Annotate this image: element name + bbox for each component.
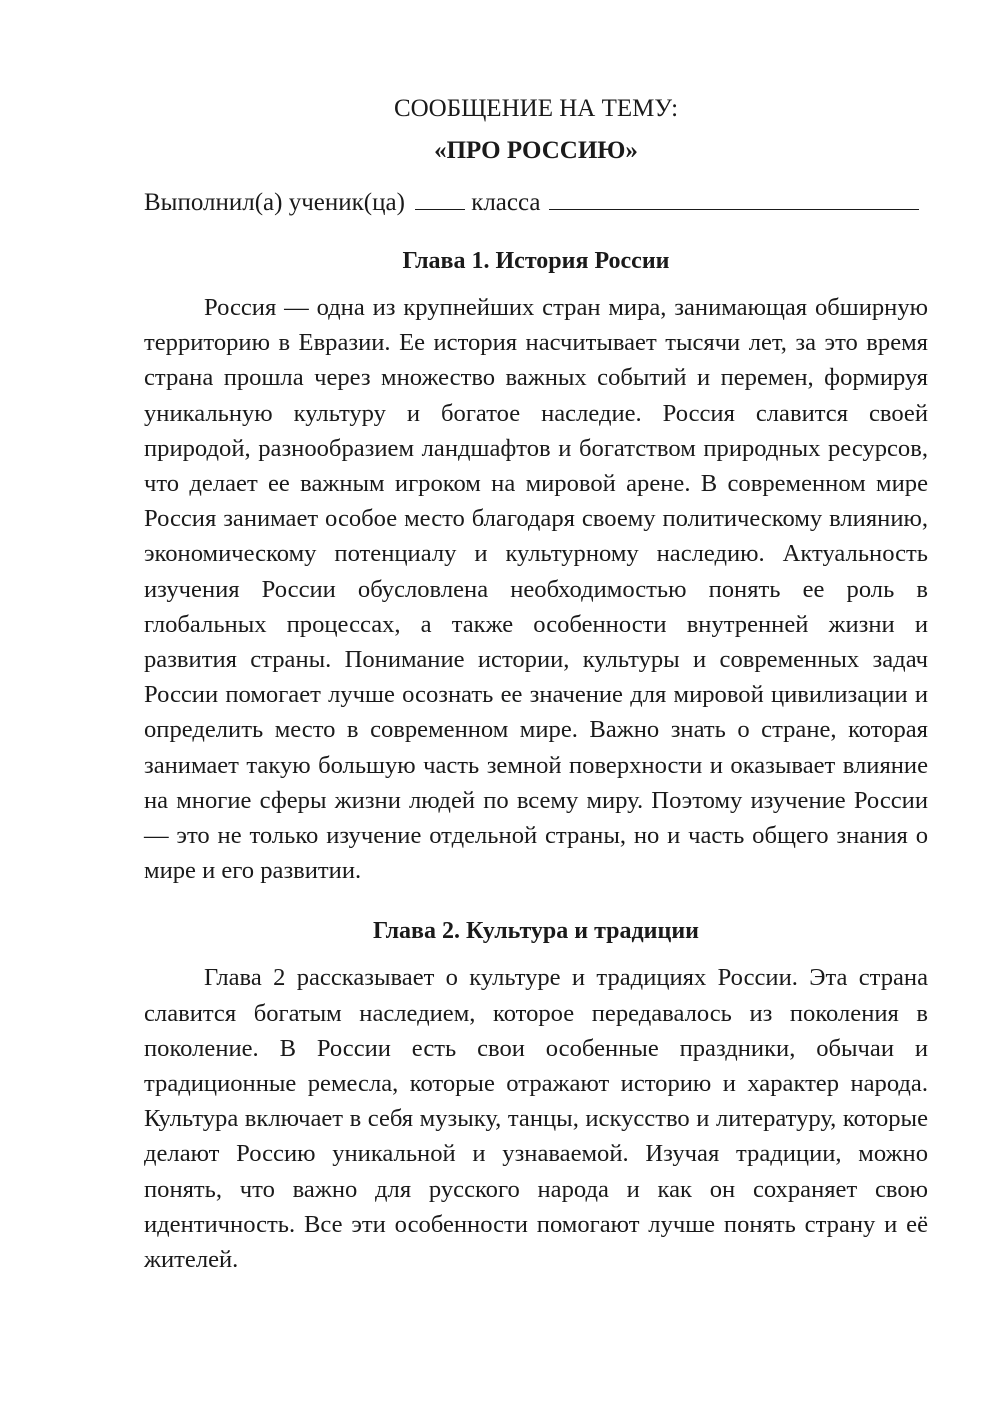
- author-prefix: Выполнил(а) ученик(ца): [144, 189, 405, 216]
- class-label: класса: [471, 189, 541, 216]
- author-line: [144, 186, 928, 220]
- chapter-2-paragraph: Глава 2 рассказывает о культуре и традициях России. Эта страна славится богатым наследием, которое передавалось из поколения в поколение. В России есть свои особенные праздники, обычаи и традиционные ремесла, которые отражают историю и характер народа. Культура включает в себя музыку, танцы, искусство и литературу, которые делают Россию уникальной и узнаваемой. Изучая традиции, можно понять, что важно для русского народа и как он сохраняет свою идентичность. Все эти особенности помогают лучше понять страну и её жителей.: [144, 964, 928, 1274]
- chapter-2-heading: Глава 2. Культура и традиции: [373, 918, 699, 945]
- document-subtitle: «ПРО РОССИЮ»: [434, 137, 638, 164]
- document-title: СООБЩЕНИЕ НА ТЕМУ:: [393, 95, 679, 122]
- document-content: [144, 92, 928, 1277]
- student-name-blank: [549, 187, 919, 210]
- chapter-1-paragraph: Россия — одна из крупнейших стран мира, занимающая обширную территорию в Евразии. Ее история насчитывает тысячи лет, за это время страна прошла через множество важных событий и перемен, формируя уникальную культуру и богатое наследие. Россия славится своей природой, разнообразием ландшафтов и богатством природных ресурсов, что делает ее важным игроком на мировой арене. В современном мире Россия занимает особое место благодаря своему политическому влиянию, экономическому потенциалу и культурному наследию. Актуальность изучения России обусловлена необходимостью понять ее роль в глобальных процессах, а также особенности внутренней жизни и развития страны. Понимание истории, культуры и современных задач России помогает лучше осознать ее значение для мировой цивилизации и определить место в современном мире. Важно знать о стране, которая занимает такую большую часть земной поверхности и оказывает влияние на многие сферы жизни людей по всему миру. Поэтому изучение России — это не только изучение отдельной страны, но и часть общего знания о мире и его развитии.: [144, 294, 928, 885]
- class-number-blank: [415, 187, 465, 210]
- chapter-1-heading: Глава 1. История России: [402, 248, 670, 274]
